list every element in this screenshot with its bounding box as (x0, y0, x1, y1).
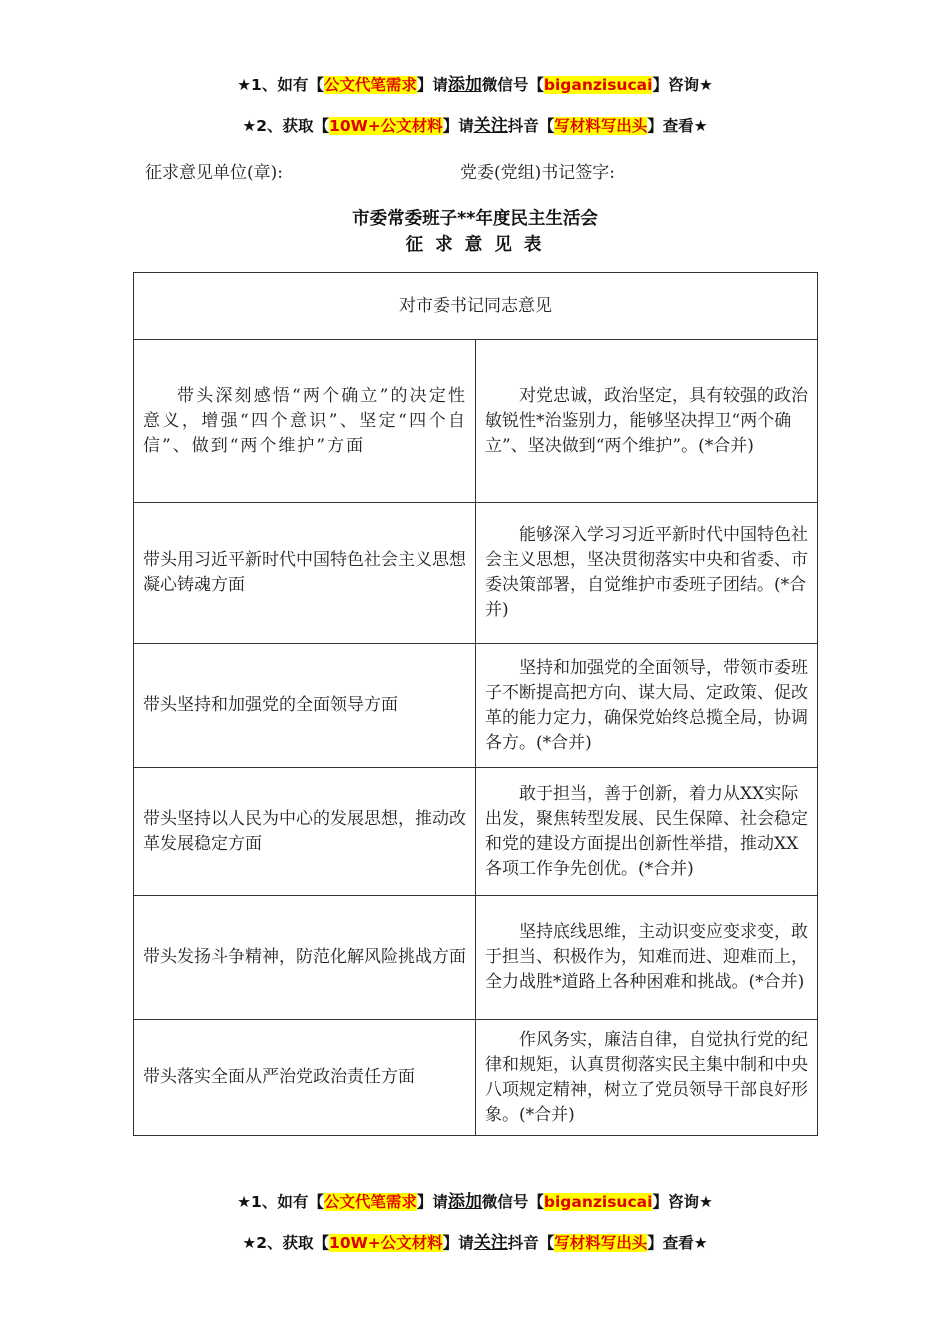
promo-underline: 添加 (447, 75, 482, 95)
promo-line-2-bottom (0, 1228, 950, 1253)
promo-highlight: 公文代笔需求 (323, 76, 417, 94)
promo-highlight: 10W+公文材料 (329, 1234, 443, 1252)
opinion-table (133, 272, 818, 1136)
topic-cell: 带头用习近平新时代中国特色社会主义思想凝心铸魂方面 (134, 503, 476, 644)
promo-underline: 关注 (473, 116, 508, 136)
opinion-cell: 能够深入学习习近平新时代中国特色社会主义思想，坚决贯彻落实中央和省委、市委决策部署，自觉维护市委班子团结。(*合并) (476, 503, 818, 644)
table-row (134, 503, 818, 644)
opinion-cell: 坚持和加强党的全面领导，带领市委班子不断提高把方向、谋大局、定政策、促改革的能力定力，确保党始终总揽全局，协调各方。(*合并) (476, 644, 818, 768)
opinion-cell: 敢于担当，善于创新，着力从XX实际出发，聚焦转型发展、民生保障、社会稳定和党的建设方面提出创新性举措，推动XX各项工作争先创优。(*合并) (476, 768, 818, 896)
promo-text: 微信号【 (481, 76, 544, 94)
promo-text: 】请 (416, 76, 448, 94)
promo-text: 】查看★ (647, 117, 708, 135)
promo-text: 】请 (442, 117, 474, 135)
promo-text: ★1、如有【 (237, 1193, 324, 1211)
topic-cell: 带头发扬斗争精神，防范化解风险挑战方面 (134, 896, 476, 1020)
table-row (134, 340, 818, 503)
promo-text: ★2、获取【 (242, 117, 330, 135)
promo-line-1-bottom (0, 1187, 950, 1212)
promo-underline: 添加 (447, 1192, 482, 1212)
promo-text: 抖音【 (507, 117, 555, 135)
table-row (134, 896, 818, 1020)
table-row (134, 768, 818, 896)
table-row (134, 644, 818, 768)
douyin-account: 写材料写出头 (554, 1234, 648, 1252)
wechat-id: biganzisucai (543, 1193, 653, 1211)
promo-highlight: 公文代笔需求 (323, 1193, 417, 1211)
wechat-id: biganzisucai (543, 76, 653, 94)
opinion-cell: 对党忠诚，政治坚定，具有较强的政治敏锐性*治鉴别力，能够坚决捍卫“两个确立”、坚决做到“两个维护”。(*合并) (476, 340, 818, 503)
table-header: 对市委书记同志意见 (134, 273, 818, 340)
opinion-cell: 作风务实，廉洁自律，自觉执行党的纪律和规矩，认真贯彻落实民主集中制和中央八项规定精神，树立了党员领导干部良好形象。(*合并) (476, 1020, 818, 1136)
topic-cell: 带头落实全面从严治党政治责任方面 (134, 1020, 476, 1136)
promo-text: 】请 (416, 1193, 448, 1211)
promo-highlight: 10W+公文材料 (329, 117, 443, 135)
promo-underline: 关注 (473, 1233, 508, 1253)
promo-text: ★1、如有【 (237, 76, 324, 94)
promo-text: 抖音【 (507, 1234, 555, 1252)
douyin-account: 写材料写出头 (554, 117, 648, 135)
topic-cell: 带头坚持以人民为中心的发展思想，推动改革发展稳定方面 (134, 768, 476, 896)
promo-text: 微信号【 (481, 1193, 544, 1211)
topic-cell: 带头深刻感悟“两个确立”的决定性意义，增强“四个意识”、坚定“四个自信”、做到“两个维护”方面 (134, 340, 476, 503)
unit-seal-label: 征求意见单位(章): (145, 163, 283, 183)
table-header-row (134, 273, 818, 340)
table-row (134, 1020, 818, 1136)
promo-text: 】查看★ (647, 1234, 708, 1252)
promo-line-2 (0, 111, 950, 136)
promo-line-1 (0, 70, 950, 95)
topic-cell: 带头坚持和加强党的全面领导方面 (134, 644, 476, 768)
secretary-signature-label: 党委(党组)书记签字: (460, 163, 615, 183)
promo-text: 】咨询★ (652, 76, 713, 94)
document-title: 市委常委班子**年度民主生活会 (352, 209, 598, 229)
promo-text: ★2、获取【 (242, 1234, 330, 1252)
promo-text: 】咨询★ (652, 1193, 713, 1211)
document-subtitle: 征 求 意 见 表 (405, 235, 545, 255)
promo-text: 】请 (442, 1234, 474, 1252)
opinion-cell: 坚持底线思维，主动识变应变求变，敢于担当、积极作为，知难而进、迎难而上，全力战胜*道路上各种困难和挑战。(*合并) (476, 896, 818, 1020)
